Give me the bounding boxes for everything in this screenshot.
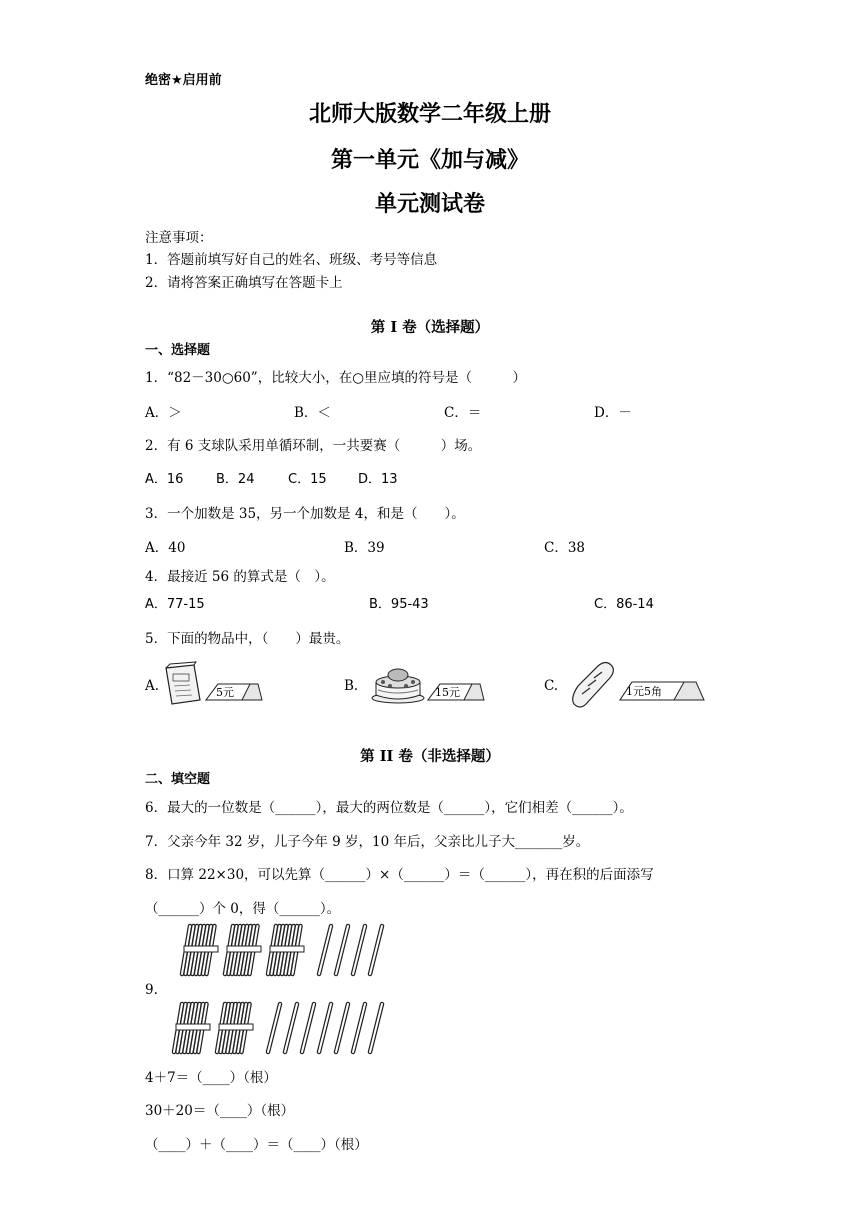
stick-bundle-icon bbox=[217, 1004, 253, 1052]
q4-option-b: B．95-43 bbox=[369, 597, 429, 612]
q9-sticks-row-2 bbox=[170, 1000, 430, 1058]
single-stick-icon bbox=[336, 926, 348, 974]
q5-option-c-image bbox=[568, 660, 708, 710]
q2-stem: 2．有 6 支球队采用单循环制，一共要赛（ ）场。 bbox=[145, 438, 482, 454]
note-item-2: 2．请将答案正确填写在答题卡上 bbox=[145, 275, 343, 291]
single-stick-icon bbox=[336, 1004, 348, 1052]
q9-line-2: 30＋20＝（____）（根） bbox=[145, 1103, 295, 1119]
q1-option-d: D．－ bbox=[594, 405, 632, 421]
q2-option-d: D．13 bbox=[358, 472, 398, 487]
q2-option-a: A．16 bbox=[145, 472, 184, 487]
snack-bag-icon bbox=[166, 662, 200, 704]
single-stick-icon bbox=[319, 1004, 331, 1052]
q5-option-b-label: B. bbox=[344, 678, 359, 694]
q7-stem: 7．父亲今年 32 岁，儿子今年 9 岁，10 年后，父亲比儿子大_______岁。 bbox=[145, 834, 590, 850]
q5-option-a-image bbox=[162, 662, 262, 706]
q5-option-a-label: A. bbox=[145, 678, 160, 694]
test-title: 单元测试卷 bbox=[374, 192, 485, 217]
stick-bundle-icon bbox=[174, 1004, 210, 1052]
q9-line-1: 4＋7＝（____）（根） bbox=[145, 1070, 277, 1086]
q5-stem: 5．下面的物品中，（ ）最贵。 bbox=[145, 631, 350, 647]
price-tag-a bbox=[206, 684, 262, 700]
q9-sticks-row-1 bbox=[178, 922, 418, 980]
q5-option-b-image bbox=[368, 662, 488, 706]
price-tag-b bbox=[428, 684, 484, 700]
q3-stem: 3．一个加数是 35，另一个加数是 4，和是（ ）。 bbox=[145, 506, 465, 522]
document-title: 北师大版数学二年级上册 bbox=[308, 102, 551, 127]
price-b-text: 15元 bbox=[435, 686, 460, 699]
stick-bundle-icon bbox=[182, 926, 218, 974]
price-tag-c bbox=[620, 682, 704, 700]
q4-stem: 4．最接近 56 的算式是（ ）。 bbox=[145, 569, 335, 585]
single-stick-icon bbox=[370, 1004, 382, 1052]
price-a-text: 5元 bbox=[216, 686, 234, 699]
single-stick-icon bbox=[353, 1004, 365, 1052]
single-stick-icon bbox=[370, 926, 382, 974]
single-stick-icon bbox=[319, 926, 331, 974]
q3-option-a: A．40 bbox=[145, 540, 186, 556]
q4-option-a: A．77-15 bbox=[145, 597, 205, 612]
part1-title: 第 I 卷（选择题） bbox=[370, 319, 490, 336]
stick-bundle-icon bbox=[225, 926, 261, 974]
note-item-1: 1．答题前填写好自己的姓名、班级、考号等信息 bbox=[145, 252, 438, 268]
q8-stem-line1: 8．口算 22×30，可以先算（______）×（______）＝（______），再在积的后面添写 bbox=[145, 867, 654, 883]
q1-option-a: A．＞ bbox=[145, 405, 182, 421]
bread-icon bbox=[573, 663, 614, 708]
q4-option-c: C．86-14 bbox=[594, 597, 654, 612]
q1-stem: 1．“82－30○60”，比较大小，在○里应填的符号是（ ） bbox=[145, 370, 526, 386]
section-fill-heading: 二、填空题 bbox=[145, 772, 211, 787]
q8-stem-line2: （______）个 0，得（______）。 bbox=[145, 901, 341, 917]
q1-option-c: C．＝ bbox=[444, 405, 482, 421]
q3-option-b: B．39 bbox=[344, 540, 385, 556]
confidential-label: 绝密★启用前 bbox=[145, 73, 222, 88]
q3-option-c: C．38 bbox=[544, 540, 586, 556]
q5-option-c-label: C. bbox=[544, 678, 559, 694]
q6-stem: 6．最大的一位数是（______），最大的两位数是（______），它们相差（______）。 bbox=[145, 800, 633, 816]
q9-line-3: （____）＋（____）＝（____）（根） bbox=[145, 1137, 368, 1153]
q9-label: 9. bbox=[145, 982, 158, 998]
q2-option-c: C．15 bbox=[288, 472, 327, 487]
cake-icon bbox=[372, 669, 424, 703]
notes-heading: 注意事项： bbox=[145, 230, 213, 246]
single-stick-icon bbox=[353, 926, 365, 974]
unit-title: 第一单元《加与减》 bbox=[330, 148, 529, 173]
q1-option-b: B．＜ bbox=[294, 405, 331, 421]
single-stick-icon bbox=[302, 1004, 314, 1052]
part2-title: 第 II 卷（非选择题） bbox=[360, 748, 500, 765]
single-stick-icon bbox=[268, 1004, 280, 1052]
section-choice-heading: 一、选择题 bbox=[145, 343, 211, 358]
single-stick-icon bbox=[285, 1004, 297, 1052]
stick-bundle-icon bbox=[268, 926, 304, 974]
price-c-text: 1元5角 bbox=[626, 685, 662, 698]
q2-option-b: B．24 bbox=[216, 472, 255, 487]
